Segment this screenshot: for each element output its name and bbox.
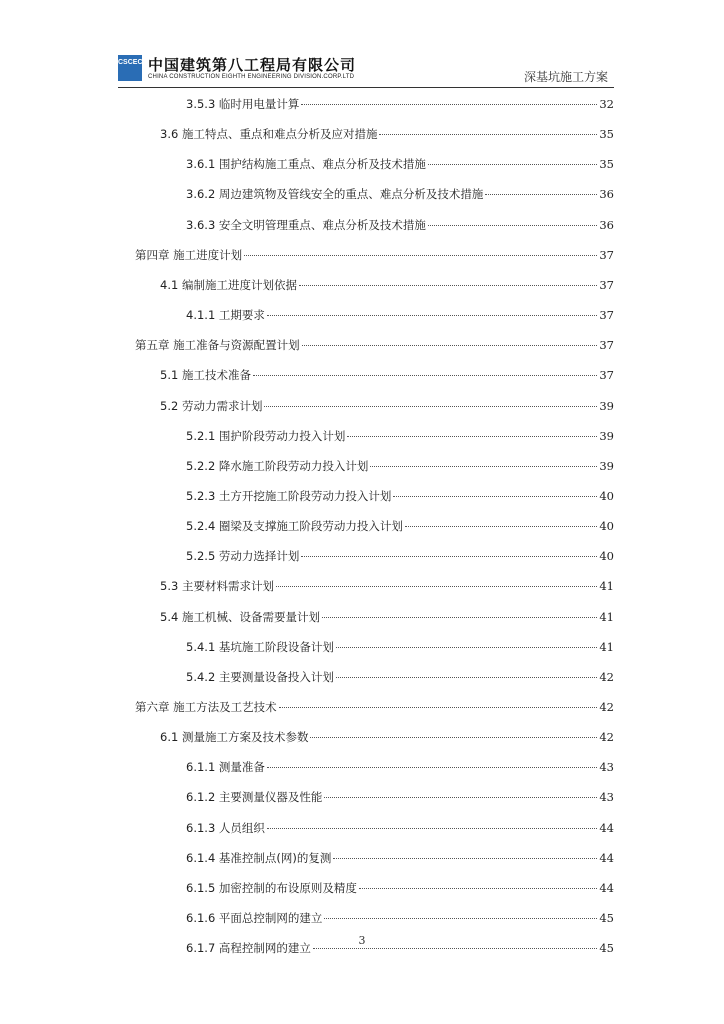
toc-entry-page: 35 <box>599 157 614 172</box>
toc-entry-title: 5.3 主要材料需求计划 <box>160 579 274 594</box>
toc-entry-title: 6.1.6 平面总控制网的建立 <box>186 911 323 926</box>
toc-entry-page: 42 <box>599 730 614 745</box>
toc-entry-title: 6.1.4 基准控制点(网)的复测 <box>186 850 332 865</box>
toc-leader-dots <box>405 526 597 527</box>
toc-leader-dots <box>336 647 597 648</box>
toc-leader-dots <box>302 345 598 346</box>
toc-entry[interactable] <box>186 217 614 235</box>
toc-entry-page: 37 <box>599 368 614 383</box>
toc-entry[interactable] <box>160 729 614 747</box>
toc-entry-page: 40 <box>599 488 614 503</box>
toc-entry-page: 35 <box>599 127 614 142</box>
toc-entry-title: 5.4.1 基坑施工阶段设备计划 <box>186 639 334 654</box>
toc-entry-title: 5.2.1 围护阶段劳动力投入计划 <box>186 428 346 443</box>
toc-entry-page: 41 <box>599 609 614 624</box>
toc-entry[interactable] <box>160 398 614 416</box>
toc-entry-page: 44 <box>599 850 614 865</box>
toc-entry-title: 5.2 劳动力需求计划 <box>160 398 263 413</box>
toc-leader-dots <box>359 888 597 889</box>
toc-entry-title: 第六章 施工方法及工艺技术 <box>135 700 277 714</box>
toc-entry[interactable] <box>160 367 614 385</box>
toc-entry[interactable] <box>186 820 614 838</box>
toc-entry[interactable] <box>186 759 614 777</box>
toc-entry-title: 6.1.3 人员组织 <box>186 820 265 835</box>
toc-leader-dots <box>301 556 597 557</box>
toc-entry-page: 39 <box>599 398 614 413</box>
toc-entry[interactable] <box>186 156 614 174</box>
page-header <box>118 50 614 86</box>
toc-entry-page: 45 <box>599 941 614 956</box>
toc-entry-page: 37 <box>599 338 614 353</box>
toc-leader-dots <box>428 164 597 165</box>
toc-leader-dots <box>313 948 597 949</box>
company-logo <box>118 55 142 81</box>
toc-entry[interactable] <box>135 337 614 355</box>
toc-entry-page: 37 <box>599 308 614 323</box>
toc-entry-title: 6.1 测量施工方案及技术参数 <box>160 730 309 745</box>
toc-leader-dots <box>428 225 597 226</box>
toc-entry[interactable] <box>135 699 614 717</box>
toc-entry[interactable] <box>160 578 614 596</box>
toc-leader-dots <box>244 255 597 256</box>
page-number: 3 <box>358 934 366 947</box>
toc-leader-dots <box>485 194 597 195</box>
toc-entry[interactable] <box>160 126 614 144</box>
toc-entry-title: 5.4.2 主要测量设备投入计划 <box>186 669 334 684</box>
toc-entry[interactable] <box>160 277 614 295</box>
toc-entry-page: 42 <box>599 700 614 714</box>
toc-entry[interactable] <box>186 850 614 868</box>
company-name-cn: 中国建筑第八工程局有限公司 <box>148 56 357 74</box>
toc-entry-page: 39 <box>599 428 614 443</box>
toc-entry-page: 39 <box>599 458 614 473</box>
toc-entry-title: 6.1.1 测量准备 <box>186 760 265 775</box>
toc-entry-title: 3.6 施工特点、重点和难点分析及应对措施 <box>160 127 378 142</box>
toc-leader-dots <box>301 104 597 105</box>
toc-leader-dots <box>379 134 597 135</box>
toc-entry-title: 4.1.1 工期要求 <box>186 308 265 323</box>
toc-entry-page: 44 <box>599 820 614 835</box>
company-name-en: CHINA CONSTRUCTION EIGHTH ENGINEERING DIVISION.CORP.LTD <box>148 74 355 80</box>
toc-entry-title: 5.2.5 劳动力选择计划 <box>186 549 300 564</box>
toc-leader-dots <box>324 918 597 919</box>
toc-entry[interactable] <box>186 548 614 566</box>
toc-entry-page: 43 <box>599 790 614 805</box>
toc-entry-page: 40 <box>599 549 614 564</box>
toc-entry[interactable] <box>186 639 614 657</box>
toc-entry-title: 5.2.3 土方开挖施工阶段劳动力投入计划 <box>186 488 392 503</box>
toc-entry[interactable] <box>186 789 614 807</box>
toc-entry[interactable] <box>186 910 614 928</box>
toc-leader-dots <box>253 375 597 376</box>
toc-entry-page: 41 <box>599 579 614 594</box>
toc-leader-dots <box>336 677 597 678</box>
toc-entry-page: 42 <box>599 669 614 684</box>
toc-leader-dots <box>324 797 597 798</box>
toc-entry-page: 43 <box>599 760 614 775</box>
toc-leader-dots <box>267 767 597 768</box>
toc-leader-dots <box>393 496 597 497</box>
toc-entry-title: 6.1.2 主要测量仪器及性能 <box>186 790 323 805</box>
toc-leader-dots <box>299 285 597 286</box>
toc-leader-dots <box>279 707 598 708</box>
toc-entry-page: 36 <box>599 217 614 232</box>
toc-leader-dots <box>333 858 597 859</box>
toc-entry-title: 第五章 施工准备与资源配置计划 <box>135 338 300 353</box>
toc-entry-page: 45 <box>599 911 614 926</box>
toc-entry-title: 4.1 编制施工进度计划依据 <box>160 277 297 292</box>
toc-leader-dots <box>347 436 597 437</box>
toc-entry-title: 5.2.4 圈梁及支撑施工阶段劳动力投入计划 <box>186 519 403 534</box>
toc-entry-page: 37 <box>599 247 614 262</box>
toc-leader-dots <box>370 466 597 467</box>
logo-text: CSCEC <box>118 59 143 66</box>
toc-entry-title: 6.1.5 加密控制的布设原则及精度 <box>186 880 357 895</box>
toc-entry[interactable] <box>186 307 614 325</box>
toc-entry-title: 5.4 施工机械、设备需要量计划 <box>160 609 320 624</box>
toc-entry[interactable] <box>186 186 614 204</box>
toc-leader-dots <box>267 828 597 829</box>
toc-entry-page: 44 <box>599 880 614 895</box>
toc-leader-dots <box>276 586 597 587</box>
document-title: 深基坑施工方案 <box>523 70 608 84</box>
toc-entry-page: 37 <box>599 277 614 292</box>
toc-entry[interactable] <box>186 880 614 898</box>
toc-entry-title: 3.6.2 周边建筑物及管线安全的重点、难点分析及技术措施 <box>186 187 484 202</box>
toc-entry-title: 6.1.7 高程控制网的建立 <box>186 941 311 956</box>
toc-entry-page: 40 <box>599 519 614 534</box>
toc-entry-page: 32 <box>599 97 614 111</box>
toc-entry[interactable] <box>186 96 614 114</box>
toc-entry-title: 5.1 施工技术准备 <box>160 368 251 383</box>
toc-entry-page: 41 <box>599 639 614 654</box>
toc-entry[interactable] <box>186 458 614 476</box>
toc-entry-title: 3.6.1 围护结构施工重点、难点分析及技术措施 <box>186 157 426 172</box>
toc-entry-title: 3.6.3 安全文明管理重点、难点分析及技术措施 <box>186 217 426 232</box>
toc-leader-dots <box>322 617 597 618</box>
toc-entry-title: 5.2.2 降水施工阶段劳动力投入计划 <box>186 458 369 473</box>
toc-entry[interactable] <box>186 518 614 536</box>
toc-entry[interactable] <box>186 428 614 446</box>
toc-leader-dots <box>310 737 597 738</box>
toc-entry[interactable] <box>186 669 614 687</box>
toc-entry[interactable] <box>135 247 614 265</box>
toc-leader-dots <box>264 406 597 407</box>
toc-leader-dots <box>267 315 597 316</box>
toc-entry-title: 3.5.3 临时用电量计算 <box>186 97 300 111</box>
toc-entry[interactable] <box>186 488 614 506</box>
toc-entry[interactable] <box>160 609 614 627</box>
header-divider <box>118 87 614 88</box>
toc-entry-title: 第四章 施工进度计划 <box>135 247 243 262</box>
toc-entry-page: 36 <box>599 187 614 202</box>
